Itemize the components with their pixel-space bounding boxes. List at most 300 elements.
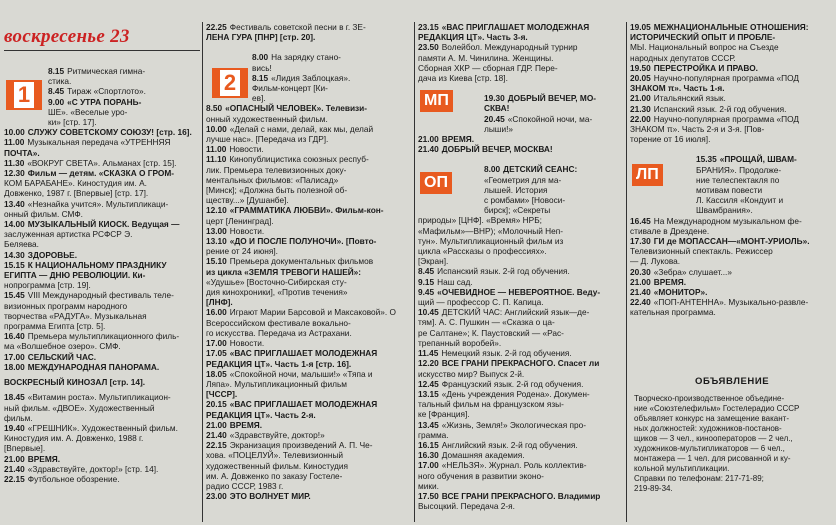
program-title: Испанский язык. 2-й год обучения. — [653, 103, 787, 114]
program-time: 20.05 — [630, 73, 651, 84]
schedule-line — [4, 474, 200, 484]
schedule-line — [630, 124, 832, 134]
schedule-line — [4, 168, 200, 178]
program-title: ЗНАКОМ π». Часть 2-я и 3-я. [Пов- — [630, 124, 765, 135]
program-title: го искусства. Передача из Астрахани. — [206, 327, 352, 338]
schedule-line — [630, 287, 832, 297]
program-time: 20.45 — [484, 113, 505, 124]
schedule-line — [418, 185, 624, 195]
program-title: БРАНИЯ». Продолже- — [696, 164, 782, 175]
program-title: «ПРОЩАЙ, ШВАМ- — [719, 154, 797, 165]
schedule-line — [4, 199, 200, 209]
schedule-line — [206, 124, 412, 134]
schedule-line — [630, 175, 832, 185]
program-title: «ГРАММАТИКА ЛЮБВИ». Фильм-кон- — [229, 205, 384, 216]
program-title: Футбольное обозрение. — [27, 473, 120, 484]
schedule-column-4 — [630, 22, 832, 318]
program-title: ного обучения в развитии эконо- — [418, 470, 544, 481]
schedule-line — [4, 311, 200, 321]
schedule-line — [206, 307, 412, 317]
program-title: Высоцкий. Передача 2-я. — [418, 501, 515, 512]
program-title: ДЕТСКИЙ ЧАС: Английский язык—де- — [441, 307, 590, 318]
program-time: 12.10 — [206, 205, 227, 216]
program-title: ментальных фильмов: «Палисад» — [206, 174, 339, 185]
program-time: 15.35 — [696, 154, 717, 165]
schedule-line — [206, 399, 412, 409]
program-title: Французский язык. 2-й год обучения. — [441, 378, 584, 389]
schedule-line — [418, 144, 624, 154]
program-title: заслуженная артистка РСФСР Э. — [4, 229, 133, 240]
program-title: Итальянский язык. — [653, 93, 726, 104]
program-title: «ГРЕШНИК». Художественный фильм. — [27, 422, 178, 433]
program-title: ШЕ». «Веселые уро- — [48, 106, 128, 117]
program-title: торение от 16 июля]. — [630, 134, 711, 145]
program-title: Экранизация произведений А. П. Че- — [229, 440, 373, 451]
program-title: тун». Мультипликационный фильм из — [418, 235, 564, 246]
channel-op-badge: ОП — [420, 172, 452, 194]
program-title: стивале в Дрездене. — [630, 225, 710, 236]
program-title: искусство мир? Выпуск 2-й. — [418, 368, 525, 379]
schedule-line — [418, 175, 624, 185]
schedule-line — [4, 148, 200, 158]
program-title: МУЗЫКАЛЬНЫЙ КИОСК. Ведущая — — [27, 219, 180, 230]
schedule-line — [418, 266, 624, 276]
program-title: «ВАС ПРИГЛАШАЕТ МОЛОДЕЖНАЯ — [441, 22, 590, 32]
schedule-line — [418, 358, 624, 368]
schedule-line — [418, 307, 624, 317]
schedule-line — [4, 352, 200, 362]
schedule-column-3 — [418, 22, 624, 511]
program-title: МЕЖДУНАРОДНАЯ ПАНОРАМА. — [27, 361, 160, 372]
program-title: ки» [стр. 17]. — [48, 117, 97, 128]
schedule-line — [206, 481, 412, 491]
schedule-line — [418, 42, 624, 52]
program-title: VIII Международный фестиваль теле- — [27, 290, 174, 301]
program-title: На зарядку стано- — [271, 52, 341, 63]
schedule-line — [418, 338, 624, 348]
program-title: ма «Волшебное озеро». СМФ. — [4, 341, 121, 352]
schedule-line — [4, 127, 200, 137]
program-title: Л. Кассиля «Кондуит и — [696, 195, 784, 206]
program-title: РЕДАКЦИЯ ЦТ». Часть 2-я. — [206, 409, 316, 420]
program-time: 16.00 — [206, 307, 227, 318]
schedule-line — [418, 32, 624, 42]
program-title: Немецкий язык. 2-й год обучения. — [441, 348, 572, 359]
program-title: СЕЛЬСКИЙ ЧАС. — [27, 351, 97, 362]
schedule-line — [418, 501, 624, 511]
schedule-line — [630, 195, 832, 205]
program-title: бирск]; «Секреты — [484, 205, 551, 216]
channel-lp-badge: ЛП — [632, 164, 663, 186]
program-title: «Спокойной ночи, малыши!» «Тяпа и — [229, 368, 373, 379]
schedule-line — [4, 178, 200, 188]
schedule-line — [418, 195, 624, 205]
schedule-line — [418, 93, 624, 103]
program-title: «ВАС ПРИГЛАШАЕТ МОЛОДЕЖНАЯ — [229, 399, 378, 410]
program-title: ДЕТСКИЙ СЕАНС: — [503, 164, 578, 175]
schedule-line — [418, 317, 624, 327]
program-title: Научно-популярная программа «ПОД — [653, 73, 799, 84]
program-title: ЗДОРОВЬЕ. — [27, 249, 77, 260]
schedule-line — [630, 256, 832, 266]
program-time: 13.45 — [418, 419, 439, 430]
program-title: лышей. История — [484, 184, 548, 195]
schedule-line — [630, 236, 832, 246]
program-title: Киностудия им. А. Довженко, 1988 г. — [4, 433, 144, 444]
program-title: «Спокойной ночи, ма- — [507, 113, 593, 124]
schedule-line — [630, 307, 832, 317]
program-title: ние телеспектакля по — [696, 174, 780, 185]
program-time: 17.50 — [418, 490, 439, 501]
program-time: 13.00 — [206, 225, 227, 236]
schedule-line — [418, 471, 624, 481]
program-title: «Делай с нами, делай, как мы, делай — [229, 123, 374, 134]
program-title: «НЕЛЬЗЯ». Журнал. Роль коллектив- — [441, 460, 587, 471]
program-time: 21.00 — [206, 419, 227, 430]
program-title: «С УТРА ПОРАНЬ- — [67, 96, 142, 107]
program-title: им. А. Довженко по заказу Гостеле- — [206, 470, 343, 481]
program-title: мики. — [418, 480, 439, 491]
schedule-line — [206, 430, 412, 440]
schedule-line — [206, 318, 412, 328]
program-time: 22.15 — [4, 473, 25, 484]
schedule-line — [206, 267, 412, 277]
schedule-line — [418, 114, 624, 124]
program-title: рение от 24 июня]. — [206, 246, 278, 257]
program-title: ПОЧТА». — [4, 147, 40, 158]
program-time: 17.00 — [206, 338, 227, 349]
program-title: Тираж «Спортлото». — [67, 86, 146, 97]
schedule-line — [4, 270, 200, 280]
announcement-line: Справки по телефонам: 217-71-89; — [634, 474, 764, 483]
program-title: ВРЕМЯ. — [653, 276, 687, 287]
program-title: ЭТО ВОЛНУЕТ МИР. — [229, 491, 311, 502]
schedule-line — [206, 175, 412, 185]
schedule-line — [630, 277, 832, 287]
column-divider — [626, 22, 627, 522]
program-title: «Лидия Заблоцкая». — [271, 72, 351, 83]
schedule-line — [418, 409, 624, 419]
program-time: 18.05 — [206, 368, 227, 379]
schedule-line — [206, 440, 412, 450]
program-time: 23.50 — [418, 42, 439, 53]
program-title: Довженко, 1987 г. [Впервые] [стр. 17]. — [4, 188, 149, 199]
program-title: Английский язык. 2-й год обучения. — [441, 439, 578, 450]
announcement-line: щиков — 3 чел., кинооператоров — 2 чел., — [634, 434, 793, 443]
program-title: ЕГИПТА — ДНЮ РЕВОЛЮЦИИ. Ки- — [4, 270, 146, 281]
program-title: СЛУЖУ СОВЕТСКОМУ СОЮЗУ! [стр. 16]. — [27, 127, 192, 138]
program-time: 16.30 — [418, 450, 439, 461]
schedule-line — [418, 440, 624, 450]
schedule-line — [206, 185, 412, 195]
schedule-line — [206, 328, 412, 338]
program-time: 22.25 — [206, 22, 227, 32]
schedule-line — [206, 216, 412, 226]
announcement-line: Творческо-производственное объедине- — [634, 394, 785, 403]
schedule-line — [4, 219, 200, 229]
schedule-line — [418, 215, 624, 225]
schedule-line — [4, 290, 200, 300]
schedule-line — [4, 76, 200, 86]
program-title: «МОНИТОР». — [653, 287, 708, 298]
schedule-line — [4, 423, 200, 433]
schedule-line — [630, 216, 832, 226]
schedule-line — [418, 379, 624, 389]
schedule-line — [4, 301, 200, 311]
program-time: 18.45 — [4, 392, 25, 403]
program-title: природы» [ЦНФ]. «Время» НРБ; — [418, 215, 542, 226]
schedule-line — [418, 399, 624, 409]
schedule-line — [418, 73, 624, 83]
program-title: Музыкальная передача «УТРЕННЯЯ — [27, 137, 171, 148]
program-time: 20.15 — [206, 399, 227, 410]
program-title: ПЕРЕСТРОЙКА И ПРАВО. — [653, 62, 758, 73]
program-title: ВРЕМЯ. — [27, 453, 61, 464]
program-title: ВСЕ ГРАНИ ПРЕКРАСНОГО. Спасет ли — [441, 358, 600, 369]
program-title: церт [Ленинград]. — [206, 215, 274, 226]
program-title: — Д. Лукова. — [630, 256, 681, 267]
program-time: 21.00 — [4, 453, 25, 464]
schedule-column-1-body — [4, 66, 200, 484]
program-title: фильм. — [4, 412, 33, 423]
program-title: «Незнайка учится». Мультипликаци- — [27, 198, 169, 209]
program-title: ный фильм. «ДВОЕ». Художественный — [4, 402, 155, 413]
program-time: 14.00 — [4, 219, 25, 230]
program-time: 8.15 — [48, 66, 65, 76]
program-title: Волейбол. Международный турнир — [441, 42, 578, 53]
program-time: 21.40 — [630, 287, 651, 298]
program-title: творчества «РАДУГА». Музыкальная — [4, 310, 147, 321]
program-title: [Минск]; «Должна быть полезной об- — [206, 185, 348, 196]
program-time: 10.00 — [206, 123, 227, 134]
program-title: «Здравствуйте, доктор!» [стр. 14]. — [27, 463, 159, 474]
program-time: 21.00 — [630, 93, 651, 104]
schedule-line — [4, 260, 200, 270]
schedule-line — [206, 297, 412, 307]
program-title: кательная программа. — [630, 307, 716, 318]
program-title: «ОПАСНЫЙ ЧЕЛОВЕК». Телевизи- — [225, 103, 368, 114]
program-title: «Витамин роста». Мультипликацион- — [27, 392, 171, 403]
schedule-line — [4, 433, 200, 443]
program-title: ВОСКРЕСНЫЙ КИНОЗАЛ [стр. 14]. — [4, 377, 146, 388]
schedule-line — [4, 413, 200, 423]
program-title: хова. «ПОЦЕЛУЙ». Телевизионный — [206, 450, 344, 461]
schedule-line — [630, 134, 832, 144]
program-title: «ДО И ПОСЛЕ ПОЛУНОЧИ». [Повто- — [229, 236, 377, 247]
schedule-line — [4, 188, 200, 198]
program-title: «Жизнь, Земля!» Экологическая про- — [441, 419, 587, 430]
schedule-line — [206, 246, 412, 256]
program-title: ГИ де МОПАССАН—«МОНТ-УРИОЛЬ». — [653, 236, 810, 247]
program-title: «Здравствуйте, доктор!» — [229, 429, 325, 440]
program-title: РЕДАКЦИЯ ЦТ». Часть 3-я. — [418, 32, 528, 43]
program-time: 11.30 — [4, 157, 25, 168]
schedule-line — [630, 104, 832, 114]
program-time: 23.00 — [206, 491, 227, 502]
program-time: 22.40 — [630, 297, 651, 308]
program-title: ев]. — [252, 93, 266, 104]
program-title: щий — профессор С. П. Капица. — [418, 297, 544, 308]
program-time: 13.15 — [418, 388, 439, 399]
program-time: 16.15 — [418, 439, 439, 450]
schedule-line — [630, 165, 832, 175]
channel-2-label: 2 — [220, 70, 240, 96]
schedule-line — [630, 205, 832, 215]
program-time: 13.40 — [4, 198, 25, 209]
schedule-line — [630, 297, 832, 307]
schedule-line — [206, 389, 412, 399]
schedule-line — [630, 63, 832, 73]
schedule-line — [418, 22, 624, 32]
schedule-line — [206, 103, 412, 113]
schedule-line — [206, 461, 412, 471]
program-title: Телевизионный спектакль. Режиссер — [630, 246, 773, 257]
program-time: 8.45 — [48, 86, 65, 97]
program-title: [Экран]. — [418, 256, 449, 267]
program-time: 8.00 — [252, 52, 269, 63]
program-time: 21.00 — [418, 134, 439, 145]
program-time: 22.15 — [206, 440, 227, 451]
program-title: художественный фильм. Киностудия — [206, 460, 348, 471]
program-time: 9.15 — [418, 276, 435, 287]
program-time: 22.00 — [630, 113, 651, 124]
schedule-line — [206, 73, 412, 83]
program-title: Новости. — [229, 225, 265, 236]
program-title: дия кинохроники], «Против течения» — [206, 287, 348, 298]
schedule-line — [4, 137, 200, 147]
schedule-line — [4, 86, 200, 96]
schedule-line — [418, 205, 624, 215]
program-title: с ромбами» [Новоси- — [484, 195, 566, 206]
program-time: 21.40 — [4, 463, 25, 474]
schedule-line — [630, 246, 832, 256]
program-title: из цикла «ЗЕМЛЯ ТРЕВОГИ НАШЕЙ»: — [206, 266, 362, 277]
program-time: 15.15 — [4, 259, 25, 270]
schedule-line — [206, 195, 412, 205]
program-title: Фестиваль советской песни в г. ЗЕ- — [229, 22, 366, 32]
program-title: Новости. — [229, 338, 265, 349]
program-title: [Впервые]. — [4, 443, 46, 454]
program-title: Всероссийском фестивале вокально- — [206, 317, 351, 328]
program-title: Премьера документальных фильмов — [229, 256, 374, 267]
program-title: ВРЕМЯ. — [229, 419, 263, 430]
announcement-line: 219-89-34. — [634, 484, 673, 493]
program-title: «Геометрия для ма- — [484, 174, 562, 185]
program-title: Кинопублицистика союзных респуб- — [229, 154, 369, 165]
schedule-line — [206, 52, 412, 62]
schedule-line — [630, 83, 832, 93]
program-title: дача из Киева [стр. 18]. — [418, 73, 508, 84]
program-title: ИСТОРИЧЕСКИЙ ОПЫТ И ПРОБЛЕ- — [630, 32, 776, 43]
program-title: мотивам повести — [696, 185, 763, 196]
schedule-line — [206, 134, 412, 144]
program-title: ВСЕ ГРАНИ ПРЕКРАСНОГО. Владимир — [441, 490, 601, 501]
program-title: [ЧССР]. — [206, 389, 238, 400]
program-title: ДОБРЫЙ ВЕЧЕР, МО- — [507, 93, 597, 104]
schedule-line — [4, 66, 200, 76]
schedule-line — [4, 362, 200, 372]
program-title: Испанский язык. 2-й год обучения. — [437, 266, 570, 277]
schedule-line — [418, 103, 624, 113]
schedule-line — [418, 420, 624, 430]
program-time: 9.45 — [418, 286, 435, 297]
program-title: памяти А. М. Чинилина. Женщины. — [418, 52, 554, 63]
schedule-line — [630, 32, 832, 42]
program-title: ЗНАКОМ π». Часть 1-я. — [630, 83, 725, 94]
program-title: визионных программ народного — [4, 300, 128, 311]
program-time: 21.30 — [630, 103, 651, 114]
schedule-line — [206, 491, 412, 501]
program-time: 19.40 — [4, 422, 25, 433]
schedule-line — [418, 328, 624, 338]
program-time: 13.10 — [206, 236, 227, 247]
program-time: 20.30 — [630, 266, 651, 277]
schedule-line — [4, 107, 200, 117]
program-time: 12.30 — [4, 168, 25, 179]
schedule-line — [418, 369, 624, 379]
schedule-line — [206, 450, 412, 460]
schedule-line — [206, 277, 412, 287]
program-title: лыши!» — [484, 123, 514, 134]
schedule-line — [206, 338, 412, 348]
schedule-line — [418, 491, 624, 501]
schedule-line — [418, 63, 624, 73]
schedule-line — [4, 403, 200, 413]
schedule-line — [418, 53, 624, 63]
schedule-line — [4, 117, 200, 127]
schedule-line — [418, 430, 624, 440]
schedule-line — [630, 93, 832, 103]
program-title: вись! — [252, 62, 272, 73]
program-title: ществу...» [Душанбе]. — [206, 195, 289, 206]
schedule-line — [206, 144, 412, 154]
column-divider — [202, 22, 203, 522]
program-title: стика. — [48, 76, 72, 87]
schedule-line — [206, 83, 412, 93]
program-title: грамма. — [418, 429, 449, 440]
schedule-line — [206, 369, 412, 379]
schedule-line — [206, 22, 412, 32]
schedule-line — [206, 165, 412, 175]
channel-1-label: 1 — [14, 82, 34, 108]
program-title: онный художественный фильм. — [206, 113, 328, 124]
schedule-column-2 — [206, 22, 412, 501]
announcement-line: объявляет конкурс на замещение вакант- — [634, 414, 789, 423]
schedule-line — [630, 53, 832, 63]
program-title: цикла «Рассказы о профессиях». — [418, 246, 547, 257]
schedule-line — [4, 239, 200, 249]
schedule-line — [206, 205, 412, 215]
program-time: 21.00 — [630, 276, 651, 287]
schedule-line — [630, 226, 832, 236]
program-title: Фильм — детям. «СКАЗКА О ГРОМ- — [27, 168, 175, 179]
program-title: «ВАС ПРИГЛАШАЕТ МОЛОДЕЖНАЯ — [229, 348, 378, 359]
schedule-line — [4, 158, 200, 168]
program-title: народных депутатов СССР. — [630, 52, 736, 63]
schedule-line — [418, 389, 624, 399]
program-title: онный фильм. СМФ. — [4, 208, 83, 219]
program-time: 14.30 — [4, 249, 25, 260]
program-time: 17.00 — [4, 351, 25, 362]
program-time: 12.20 — [418, 358, 439, 369]
announcement-title: ОБЪЯВЛЕНИЕ — [695, 376, 770, 387]
program-title: [ЛНФ]. — [206, 297, 233, 308]
schedule-line — [630, 114, 832, 124]
program-time: 19.30 — [484, 93, 505, 104]
announcement-line: кольной мультипликации. — [634, 464, 730, 473]
schedule-line — [206, 471, 412, 481]
program-title: Ритмическая гимна- — [67, 66, 146, 76]
